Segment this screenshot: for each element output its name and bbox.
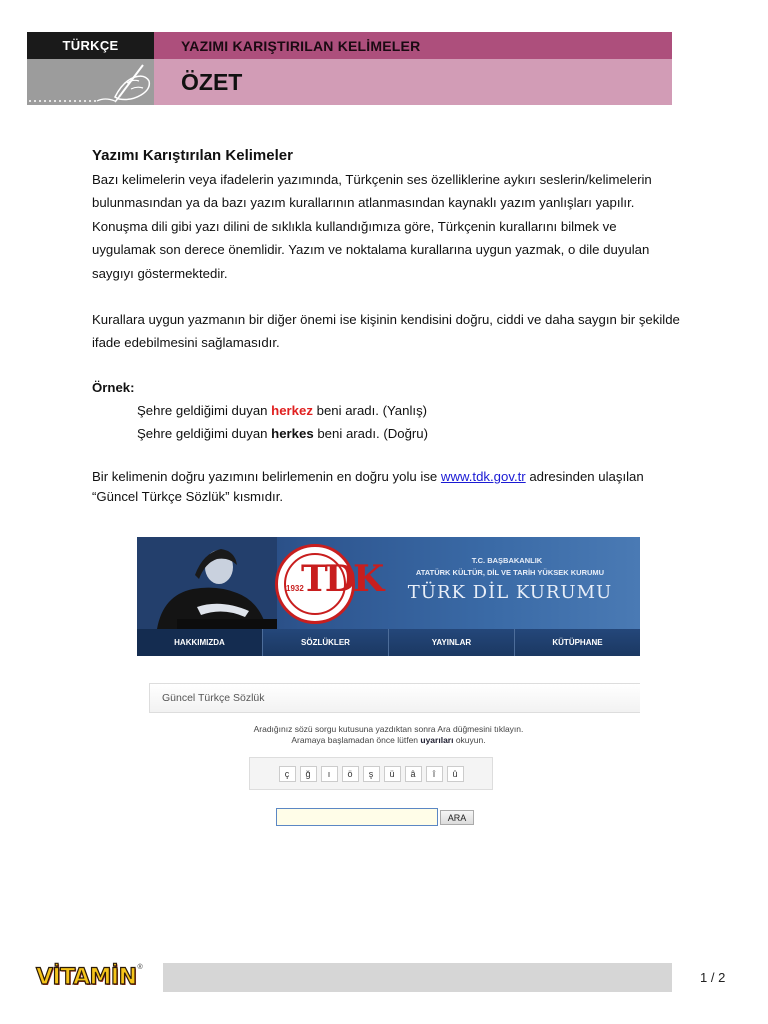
tdk-logo — [275, 544, 382, 624]
wrong-word: herkez — [271, 402, 313, 418]
example-text: Şehre geldiğimi duyan — [137, 425, 272, 441]
tdk-nav — [137, 629, 640, 656]
paragraph-3 — [92, 467, 682, 507]
special-char-buttons — [249, 757, 493, 790]
paragraph-2: Kurallara uygun yazmanın bir diğer önemi ise kişinin kendisini doğru, ciddi ve daha saygın bir şekilde ifade edebilmesini sağlamasıdır. — [92, 312, 680, 351]
dictionary-search-input[interactable] — [276, 808, 438, 826]
dictionary-instructions — [137, 724, 640, 746]
example-text: beni aradı. (Yanlış) — [312, 402, 428, 418]
section-title: ÖZET — [154, 59, 672, 105]
logo-mark: TDK — [301, 558, 382, 600]
nav-item-library[interactable]: KÜTÜPHANE — [552, 638, 603, 647]
vitamin-logo — [36, 962, 143, 992]
instruction-line-2: Aramaya başlamadan önce lütfen uyarıları okuyun. — [291, 735, 486, 745]
logo-year: 1932 — [286, 584, 304, 593]
dictionary-title: Güncel Türkçe Sözlük — [149, 683, 640, 713]
footer-bar — [163, 963, 672, 992]
nav-item-publications[interactable]: YAYINLAR — [389, 629, 515, 656]
nav-item-dictionaries[interactable]: SÖZLÜKLER — [263, 629, 389, 656]
paragraph-3-text: adresinden ulaşılan “Güncel Türkçe Sözlük” kısmıdır. — [92, 468, 644, 504]
char-button[interactable]: ğ — [300, 766, 317, 782]
writing-hand-icon — [27, 59, 154, 105]
language-label: TÜRKÇE — [27, 32, 154, 59]
char-button[interactable]: ı — [321, 766, 338, 782]
registered-mark: ® — [137, 964, 143, 971]
correct-word: herkes — [271, 425, 314, 441]
paragraph-3-text: Bir kelimenin doğru yazımını belirlemenin en doğru yolu ise — [92, 468, 441, 484]
example-heading: Örnek: — [92, 379, 135, 395]
char-button[interactable]: û — [447, 766, 464, 782]
char-button[interactable]: ş — [363, 766, 380, 782]
example-wrong — [92, 399, 682, 422]
example-text: Şehre geldiğimi duyan — [137, 402, 272, 418]
topic-title: YAZIMI KARIŞTIRILAN KELİMELER — [154, 32, 672, 59]
paragraph-1: Bazı kelimelerin veya ifadelerin yazımında, Türkçenin ses özelliklerine aykırı seslerin/kelimelerin bulunmasından ya da bazı yazım kurallarının atlanmasından kaynaklı yazım yanlışları yapılır. Konuşma dili gibi yazı dilini de sıklıkla kullandığımıza göre, Türkçenin kurallarını bilmek ve uygulamak son derece önemlidir. Yazım ve noktalama kurallarına uygun yazmak, o dile duyulan saygıyı göstermektedir. — [92, 172, 652, 281]
search-button[interactable]: ARA — [440, 810, 474, 825]
tdk-name: TÜRK DİL KURUMU — [407, 582, 613, 603]
char-button[interactable]: ö — [342, 766, 359, 782]
document-body — [92, 147, 682, 507]
char-button[interactable]: î — [426, 766, 443, 782]
article-title: Yazımı Karıştırılan Kelimeler — [92, 147, 293, 164]
writing-hand-illustration — [27, 59, 154, 105]
char-button[interactable]: ü — [384, 766, 401, 782]
instruction-line-1: Aradığınız sözü sorgu kutusuna yazdıktan sonra Ara düğmesini tıklayın. — [253, 724, 524, 734]
tdk-website-screenshot — [137, 537, 640, 837]
logo-text: VİTAMİN — [36, 964, 137, 990]
page-number: 1 / 2 — [700, 970, 726, 985]
nav-item-about[interactable]: HAKKIMIZDA — [137, 629, 263, 656]
portrait-figure-icon — [137, 537, 277, 629]
tdk-link[interactable]: www.tdk.gov.tr — [440, 468, 526, 484]
char-button[interactable]: â — [405, 766, 422, 782]
tdk-subtitle-2: ATATÜRK KÜLTÜR, DİL VE TARİH YÜKSEK KURUMU — [415, 568, 605, 577]
char-button[interactable]: ç — [279, 766, 296, 782]
tdk-subtitle-1: T.C. BAŞBAKANLIK — [471, 556, 543, 565]
warnings-link[interactable]: uyarıları — [420, 735, 454, 745]
tdk-banner — [137, 537, 640, 629]
example-text: beni aradı. (Doğru) — [313, 425, 429, 441]
example-correct — [92, 422, 682, 445]
